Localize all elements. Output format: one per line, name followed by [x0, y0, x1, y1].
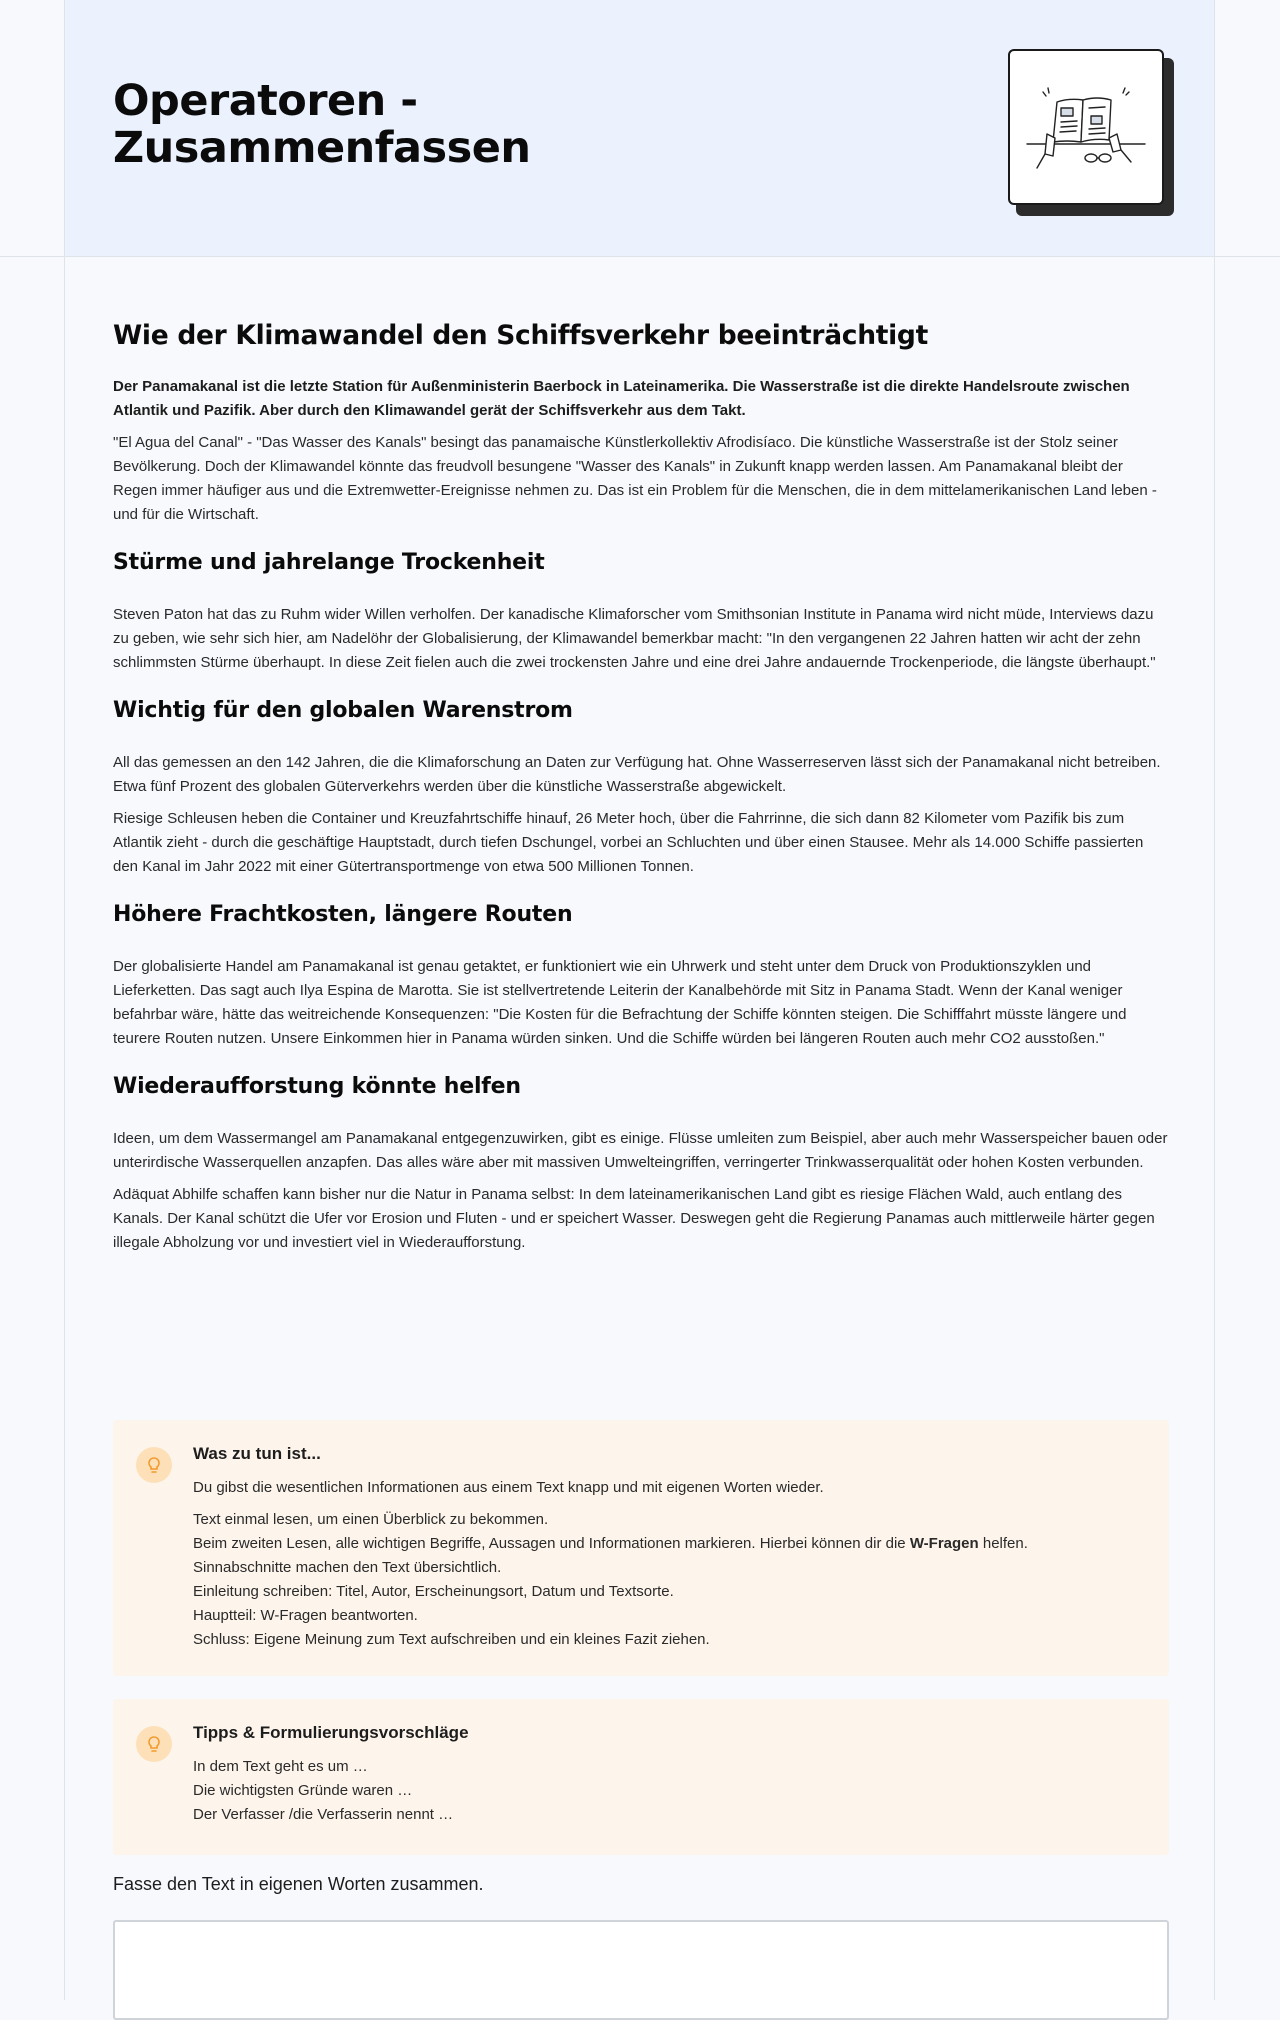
task-step: Sinnabschnitte machen den Text übersichtlich.: [193, 1559, 502, 1576]
task-step: [193, 1532, 1133, 1556]
main-content: [64, 257, 1215, 2000]
task-step: Einleitung schreiben: Titel, Autor, Erscheinungsort, Datum und Textsorte.: [193, 1583, 674, 1600]
tip-line: In dem Text geht es um …: [193, 1758, 368, 1775]
section-paragraph: Steven Paton hat das zu Ruhm wider Willen verholfen. Der kanadische Klimaforscher vom Smithsonian Institute in Panama wird nicht müde, Interviews dazu zu geben, wie sehr sich hier, am Nadelöhr der Globalisierung, der Klimawandel bemerkbar macht: "In den vergangenen 22 Jahren hatten wir acht der zehn schlimmsten Stürme überhaupt. In diese Zeit fielen auch die zwei trockensten Jahre und eine drei Jahre andauernde Trockenperiode, die längste überhaupt.": [113, 606, 1156, 671]
page-title: Operatoren - Zusammenfassen: [113, 76, 531, 173]
task-step-bold: W-Fragen: [909, 1535, 979, 1552]
article-intro: "El Agua del Canal" - "Das Wasser des Kanals" besingt das panamaische Künstlerkollektiv Afrodisíaco. Die künstliche Wasserstraße ist der Stolz seiner Bevölkerung. Doch der Klimawandel könnte das freudvoll besungene "Wasser des Kanals" in Zukunft knapp werden lassen. Am Panamakanal bleibt der Regen immer häufiger aus und die Extremwetter-Ereignisse nehmen zu. Das ist ein Problem für die Menschen, die in dem mittelamerikanischen Land leben - und für die Wirtschaft.: [113, 434, 1157, 523]
tip-line: Der Verfasser /die Verfasserin nennt …: [193, 1806, 454, 1823]
section-paragraph: All das gemessen an den 142 Jahren, die die Klimaforschung an Daten zur Verfügung hat. Ohne Wasserreserven lässt sich der Panamakanal nicht betreiben. Etwa fünf Prozent des globalen Güterverkehrs werden über die künstliche Wasserstraße abgewickelt.: [113, 754, 1161, 795]
exercise-instruction: Fasse den Text in eigenen Worten zusammen.: [113, 1874, 484, 1894]
answer-textarea[interactable]: [113, 1920, 1169, 2020]
task-step: Hauptteil: W-Fragen beantworten.: [193, 1607, 418, 1624]
task-callout-title: Was zu tun ist...: [193, 1444, 321, 1463]
article: [113, 257, 1169, 1263]
tips-callout: [113, 1699, 1169, 1855]
task-callout-body: [193, 1442, 1133, 1652]
tips-callout-title: Tipps & Formulierungsvorschläge: [193, 1723, 469, 1742]
task-step-text: Beim zweiten Lesen, alle wichtigen Begriffe, Aussagen und Informationen markieren. Hierbei können dir die: [193, 1535, 910, 1552]
section-heading: Wichtig für den globalen Warenstrom: [113, 698, 573, 723]
section-paragraph: Riesige Schleusen heben die Container und Kreuzfahrtschiffe hinauf, 26 Meter hoch, über die Fahrrinne, die sich dann 82 Kilometer vom Pazifik bis zum Atlantik zieht - durch die geschäftige Hauptstadt, durch tiefen Dschungel, vorbei an Schluchten und über einen Stausee. Mehr als 14.000 Schiffe passierten den Kanal im Jahr 2022 mit einer Gütertransportmenge von etwa 500 Millionen Tonnen.: [113, 810, 1144, 875]
task-step: Text einmal lesen, um einen Überblick zu bekommen.: [193, 1511, 549, 1528]
task-step-text: helfen.: [978, 1535, 1028, 1552]
section-heading: Höhere Frachtkosten, längere Routen: [113, 902, 573, 927]
tips-callout-body: [193, 1721, 1133, 1827]
section-paragraph: Adäquat Abhilfe schaffen kann bisher nur die Natur in Panama selbst: In dem lateinamerikanischen Land gibt es riesige Flächen Wald, auch entlang des Kanals. Der Kanal schützt die Ufer vor Erosion und Fluten - und er speichert Wasser. Deswegen geht die Regierung Panamas auch mittlerweile härter gegen illegale Abholzung vor und investiert viel in Wiederaufforstung.: [113, 1186, 1155, 1251]
task-step: Schluss: Eigene Meinung zum Text aufschreiben und ein kleines Fazit ziehen.: [193, 1631, 710, 1648]
lightbulb-icon: [136, 1726, 172, 1762]
task-callout-intro: Du gibst die wesentlichen Informationen aus einem Text knapp und mit eigenen Worten wieder.: [193, 1479, 824, 1496]
task-callout: [113, 1420, 1169, 1676]
article-lead: Der Panamakanal ist die letzte Station für Außenministerin Baerbock in Lateinamerika. Die Wasserstraße ist die direkte Handelsroute zwischen Atlantik und Pazifik. Aber durch den Klimawandel gerät der Schiffsverkehr aus dem Takt.: [113, 378, 1130, 419]
section-paragraph: Der globalisierte Handel am Panamakanal ist genau getaktet, er funktioniert wie ein Uhrwerk und steht unter dem Druck von Produktionszyklen und Lieferketten. Das sagt auch Ilya Espina de Marotta. Sie ist stellvertretende Leiterin der Kanalbehörde mit Sitz in Panama Stadt. Wenn der Kanal weniger befahrbar wäre, hätte das weitreichende Konsequenzen: "Die Kosten für die Befrachtung der Schiffe könnten steigen. Die Schifffahrt müsste längere und teurere Routen nutzen. Unsere Einkommen hier in Panama würden sinken. Und die Schiffe würden bei längeren Routen auch mehr CO2 ausstoßen.": [113, 958, 1127, 1047]
header: [64, 0, 1215, 256]
tip-line: Die wichtigsten Gründe waren …: [193, 1782, 413, 1799]
section-heading: Wiederaufforstung könnte helfen: [113, 1074, 521, 1099]
lightbulb-icon: [136, 1447, 172, 1483]
newspaper-reading-icon: [1008, 49, 1164, 205]
section-paragraph: Ideen, um dem Wassermangel am Panamakanal entgegenzuwirken, gibt es einige. Flüsse umleiten zum Beispiel, aber auch mehr Wasserspeicher bauen oder unterirdische Wasserquellen anzapfen. Das alles wäre aber mit massiven Umwelteingriffen, verringerter Trinkwasserqualität oder hohen Kosten verbunden.: [113, 1130, 1168, 1171]
article-title: Wie der Klimawandel den Schiffsverkehr beeinträchtigt: [113, 320, 928, 351]
section-heading: Stürme und jahrelange Trockenheit: [113, 550, 545, 575]
header-band: [0, 0, 1280, 257]
